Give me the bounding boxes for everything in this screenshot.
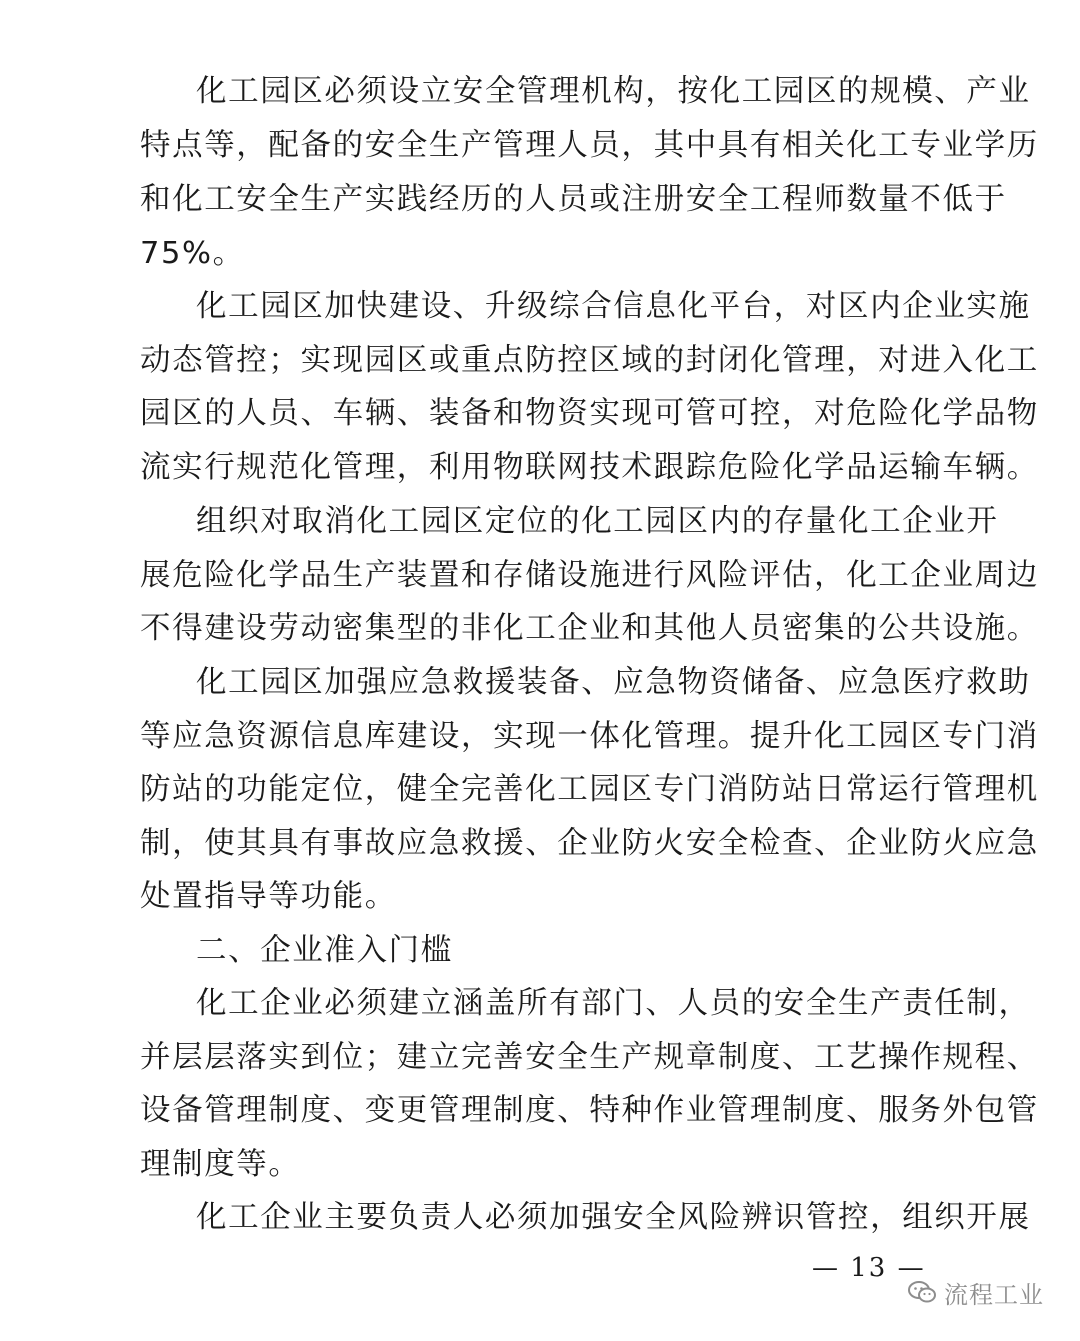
paragraph-7-line-1: 化工企业主要负责人必须加强安全风险辨识管控，组织开展 xyxy=(196,1200,1031,1235)
paragraph-1-line-4: 75%。 xyxy=(140,236,245,271)
paragraph-6-line-3: 设备管理制度、变更管理制度、特种作业管理制度、服务外包管 xyxy=(140,1093,1039,1128)
paragraph-1-line-1: 化工园区必须设立安全管理机构，按化工园区的规模、产业 xyxy=(196,74,1031,109)
paragraph-3-line-3: 不得建设劳动密集型的非化工企业和其他人员密集的公共设施。 xyxy=(140,611,1039,646)
paragraph-4-line-1: 化工园区加强应急救援装备、应急物资储备、应急医疗救助 xyxy=(196,665,1031,700)
wechat-icon xyxy=(908,1280,936,1304)
watermark xyxy=(908,1272,1044,1312)
section-heading: 二、企业准入门槛 xyxy=(196,933,453,968)
paragraph-2-line-2: 动态管控；实现园区或重点防控区域的封闭化管理，对进入化工 xyxy=(140,343,1039,378)
watermark-text: 流程工业 xyxy=(944,1280,1044,1309)
page-number: — 13 — xyxy=(812,1253,926,1283)
paragraph-2-line-4: 流实行规范化管理，利用物联网技术跟踪危险化学品运输车辆。 xyxy=(140,450,1039,485)
paragraph-3-line-2: 展危险化学品生产装置和存储设施进行风险评估，化工企业周边 xyxy=(140,558,1039,593)
paragraph-1-line-2: 特点等，配备的安全生产管理人员，其中具有相关化工专业学历 xyxy=(140,128,1039,163)
paragraph-1-line-3: 和化工安全生产实践经历的人员或注册安全工程师数量不低于 xyxy=(140,182,1007,217)
paragraph-6-line-1: 化工企业必须建立涵盖所有部门、人员的安全生产责任制， xyxy=(196,986,1031,1021)
paragraph-4-line-4: 制，使其具有事故应急救援、企业防火安全检查、企业防火应急 xyxy=(140,826,1039,861)
paragraph-2-line-1: 化工园区加快建设、升级综合信息化平台，对区内企业实施 xyxy=(196,289,1031,324)
paragraph-2-line-3: 园区的人员、车辆、装备和物资实现可管可控，对危险化学品物 xyxy=(140,396,1039,431)
paragraph-6-line-4: 理制度等。 xyxy=(140,1147,301,1182)
paragraph-6-line-2: 并层层落实到位；建立完善安全生产规章制度、工艺操作规程、 xyxy=(140,1040,1039,1075)
paragraph-4-line-5: 处置指导等功能。 xyxy=(140,879,397,914)
paragraph-4-line-2: 等应急资源信息库建设，实现一体化管理。提升化工园区专门消 xyxy=(140,719,1039,754)
paragraph-3-line-1: 组织对取消化工园区定位的化工园区内的存量化工企业开 xyxy=(196,504,999,539)
paragraph-4-line-3: 防站的功能定位，健全完善化工园区专门消防站日常运行管理机 xyxy=(140,772,1039,807)
